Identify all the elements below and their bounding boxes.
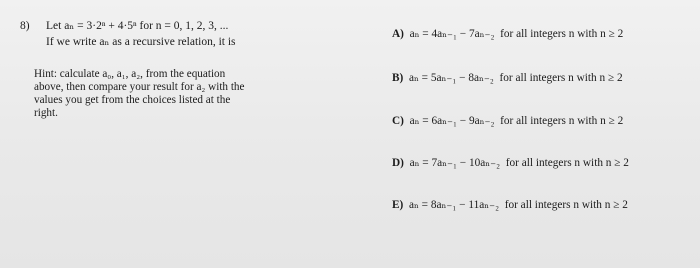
- choice-e-formula: aₙ = 8aₙ₋₁ − 11aₙ₋₂: [408, 199, 500, 211]
- choice-e-label: E): [392, 199, 404, 211]
- choice-a[interactable]: [392, 28, 623, 41]
- question-number: 8): [20, 20, 30, 32]
- choice-a-condition: for all integers n with n ≥ 2: [500, 28, 624, 40]
- choice-b-formula: aₙ = 5aₙ₋₁ − 8aₙ₋₂: [408, 72, 494, 84]
- choice-d-formula: aₙ = 7aₙ₋₁ − 10aₙ₋₂: [409, 157, 501, 169]
- choice-c-label: C): [392, 115, 404, 127]
- choice-c-condition: for all integers n with n ≥ 2: [500, 115, 624, 127]
- choice-d-label: D): [392, 157, 404, 169]
- choice-d[interactable]: [392, 157, 629, 170]
- choice-e[interactable]: [392, 199, 628, 212]
- choice-d-condition: for all integers n with n ≥ 2: [505, 157, 629, 169]
- choice-a-formula: aₙ = 4aₙ₋₁ − 7aₙ₋₂: [409, 28, 495, 40]
- choice-b[interactable]: [392, 72, 623, 85]
- hint-line-4: right.: [34, 107, 58, 119]
- choice-c[interactable]: [392, 115, 623, 128]
- question-line-1: Let aₙ = 3·2ⁿ + 4·5ⁿ for n = 0, 1, 2, 3, ...: [46, 20, 229, 32]
- choice-b-label: B): [392, 72, 404, 84]
- choice-c-formula: aₙ = 6aₙ₋₁ − 9aₙ₋₂: [409, 115, 495, 127]
- choice-b-condition: for all integers n with n ≥ 2: [499, 72, 623, 84]
- choice-e-condition: for all integers n with n ≥ 2: [504, 199, 628, 211]
- hint-line-1: Hint: calculate a₀, a₁, a₂, from the equation: [34, 68, 226, 80]
- choice-a-label: A): [392, 28, 404, 40]
- hint-line-2: above, then compare your result for a₂ with the: [34, 81, 245, 93]
- hint-line-3: values you get from the choices listed at the: [34, 94, 231, 106]
- question-line-2: If we write aₙ as a recursive relation, it is: [46, 36, 236, 48]
